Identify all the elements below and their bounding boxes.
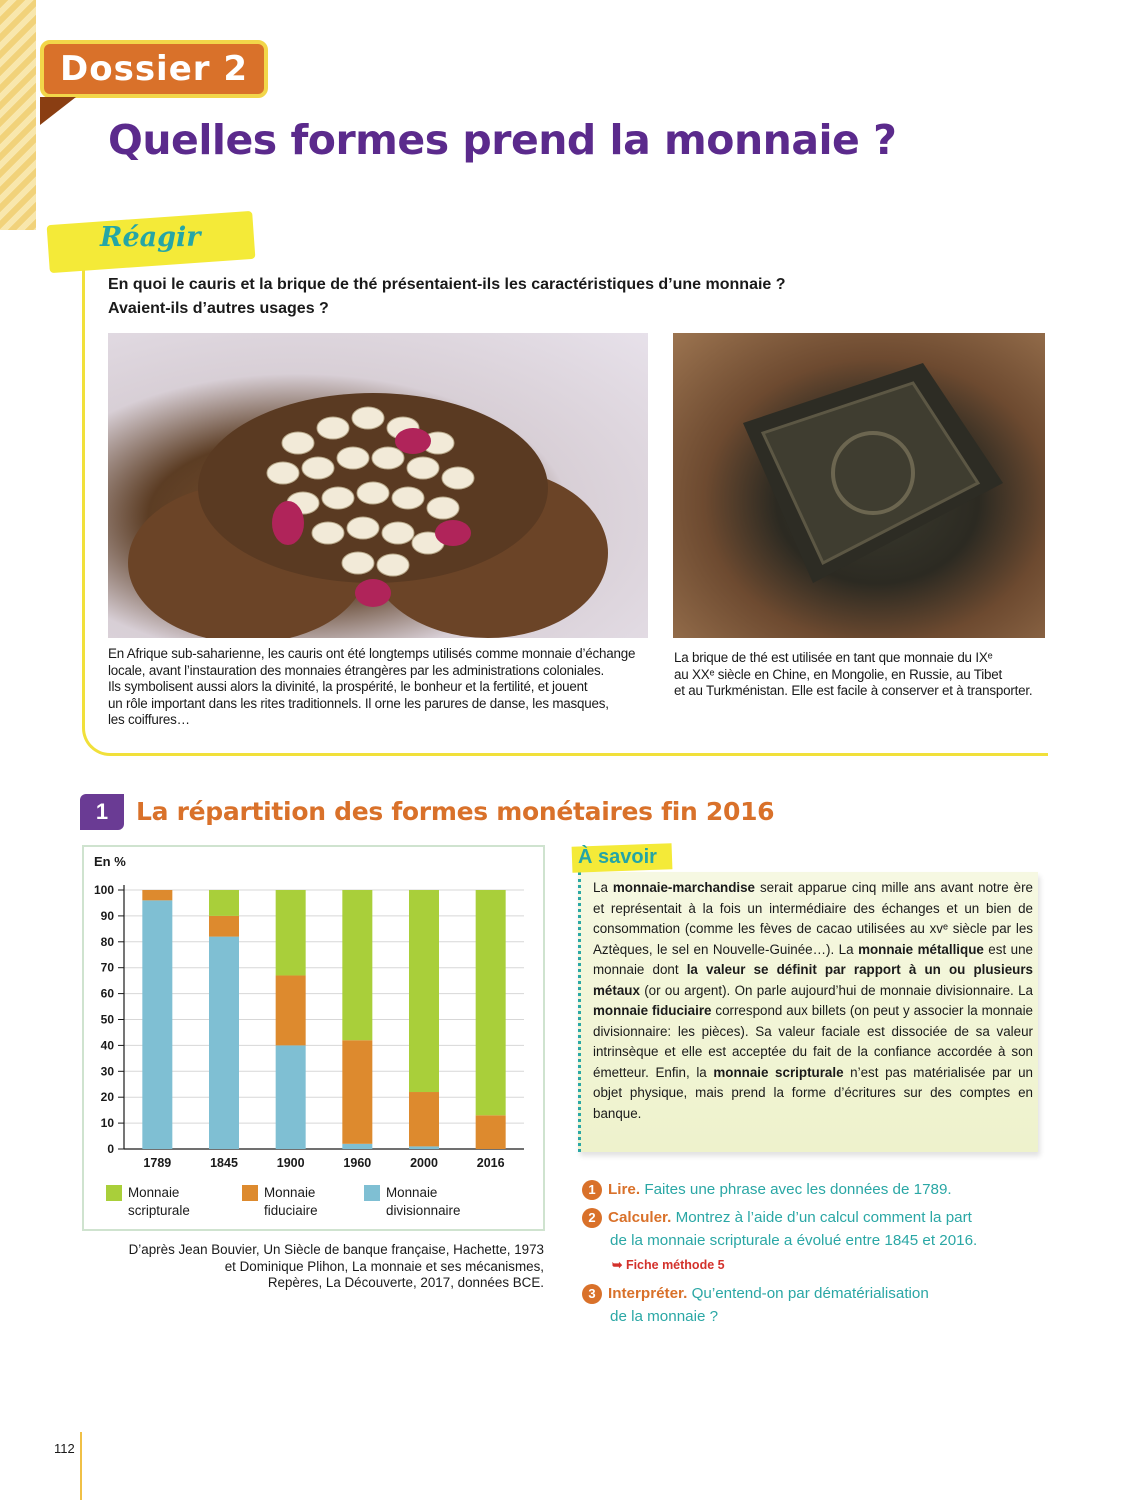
source-line: et Dominique Plihon, La monnaie et ses mécanismes,	[224, 1258, 544, 1274]
y-tick-label: 100	[93, 883, 114, 897]
term-monnaie-scripturale: monnaie scripturale	[713, 1064, 844, 1080]
x-tick-label: 2000	[410, 1156, 438, 1170]
cauris-photo	[108, 333, 648, 638]
tea-brick-photo	[673, 333, 1045, 638]
bar-segment-monnaie-scripturale	[409, 890, 439, 1092]
question-2	[582, 1206, 972, 1229]
section-title: La répartition des formes monétaires fin 2016	[136, 797, 775, 826]
bar-segment-monnaie-fiduciaire	[142, 890, 172, 900]
bar-segment-monnaie-divisionnaire	[342, 1144, 372, 1149]
caption-line: et au Turkménistan. Elle est facile à conserver et à transporter.	[674, 683, 1033, 699]
caption-line: Ils symbolisent aussi alors la divinité, la prospérité, le bonheur et la fertilité, et jouent	[108, 679, 588, 695]
bar-segment-monnaie-divisionnaire	[209, 937, 239, 1149]
question-number: 1	[582, 1180, 602, 1200]
bar-segment-monnaie-scripturale	[276, 890, 306, 975]
reagir-label: Réagir	[100, 222, 201, 253]
caption-line: les coiffures…	[108, 712, 190, 728]
bar-segment-monnaie-divisionnaire	[142, 900, 172, 1149]
savoir-span: serait apparue cinq mille ans avant notre ère et représentait à la fois un intermédiaire des échanges et un bien de consommation (comme les fèves de cacao utilisées au xvᵉ siècle par les Aztèques, le sel en Nouvelle-Guinée…). La	[593, 880, 1033, 957]
savoir-span: (or ou argent). On parle aujourd’hui de monnaie divisionnaire. La	[639, 982, 1033, 998]
savoir-span: est une monnaie dont	[593, 941, 1033, 977]
y-tick-label: 70	[100, 960, 114, 975]
question-text: Faites une phrase avec les données de 1789.	[644, 1181, 952, 1198]
caption-line: un rôle important dans les rites traditionnels. Il orne les parures de danse, les masques,	[108, 695, 609, 711]
caption-line: locale, avant l’instauration des monnaies étrangères par les administrations coloniales.	[108, 662, 604, 678]
y-tick-label: 90	[100, 908, 114, 923]
bar-segment-monnaie-scripturale	[476, 890, 506, 1115]
question-text: Qu’entend-on par dématérialisation	[691, 1285, 929, 1302]
question-number: 3	[582, 1284, 602, 1304]
caption-line: En Afrique sub-saharienne, les cauris ont été longtemps utilisés comme monnaie d’échange	[108, 646, 636, 661]
x-tick-label: 1960	[343, 1156, 372, 1170]
savoir-span: correspond aux billets (on peut y associer la monnaie divisionnaire: les pièces). Sa valeur faciale est dissociée de sa valeur intrinsèque et elle est acceptée du fait de la confiance accordée à son émetteur. Enfin, la	[593, 1003, 1034, 1080]
caption-line: au XXᵉ siècle en Chine, en Mongolie, en Russie, au Tibet	[674, 666, 1002, 682]
reagir-question	[108, 273, 786, 321]
cauris-illustration	[108, 333, 648, 638]
legend-label: scripturale	[128, 1203, 190, 1218]
question-2-continued: de la monnaie scripturale a évolué entre 1845 et 2016.	[610, 1232, 978, 1249]
source-line: Repères, La Découverte, 2017, données BCE.	[267, 1275, 544, 1291]
legend-swatch	[242, 1185, 258, 1201]
page-number: 112	[54, 1441, 75, 1456]
question-verb: Calculer.	[608, 1209, 672, 1226]
bar-segment-monnaie-fiduciaire	[276, 975, 306, 1045]
legend-label: divisionnaire	[386, 1203, 461, 1218]
term-monnaie-fiduciaire: monnaie fiduciaire	[593, 1003, 712, 1018]
cauris-caption	[108, 646, 648, 729]
question-3	[582, 1282, 929, 1305]
legend-label: fiduciaire	[264, 1203, 318, 1218]
question-number: 2	[582, 1208, 602, 1228]
y-tick-label: 60	[100, 986, 114, 1001]
y-tick-label: 50	[100, 1012, 114, 1027]
y-tick-label: 20	[100, 1090, 114, 1105]
term-valeur-metaux: la valeur se définit par rapport à un ou plusieurs métaux	[593, 962, 1033, 998]
bar-segment-monnaie-fiduciaire	[342, 1040, 372, 1144]
legend-label: Monnaie	[386, 1185, 438, 1200]
question-text: Montrez à l’aide d’un calcul comment la part	[675, 1209, 972, 1226]
y-tick-label: 30	[100, 1064, 114, 1079]
stacked-bar-chart	[84, 847, 543, 1229]
tea-brick-caption	[674, 650, 1046, 700]
savoir-label: À savoir	[578, 846, 657, 868]
term-monnaie-marchandise: monnaie-marchandise	[612, 880, 756, 895]
y-tick-label: 80	[100, 934, 114, 949]
question-line-2: Avaient-ils d’autres usages ?	[108, 300, 329, 317]
y-tick-label: 10	[100, 1116, 114, 1131]
question-verb: Interpréter.	[608, 1285, 688, 1302]
chart-source	[100, 1242, 544, 1292]
savoir-span: n’est pas matérialisée par un objet physique, mais prend la forme d’écritures sur des comptes en banque.	[593, 1064, 1033, 1121]
bar-segment-monnaie-scripturale	[342, 890, 372, 1040]
question-3-continued: de la monnaie ?	[610, 1308, 719, 1325]
question-line-1: En quoi le cauris et la brique de thé présentaient-ils les caractéristiques d’une monnaie ?	[108, 276, 786, 293]
savoir-text	[593, 878, 1033, 1124]
dossier-badge	[40, 40, 268, 98]
legend-swatch	[364, 1185, 380, 1201]
x-tick-label: 1789	[143, 1156, 172, 1170]
source-line: D’après Jean Bouvier, Un Siècle de banque française, Hachette, 1973	[128, 1242, 544, 1257]
x-tick-label: 2016	[476, 1156, 505, 1170]
y-tick-label: 40	[100, 1038, 114, 1053]
fiche-methode-link[interactable]: ➥ Fiche méthode 5	[612, 1258, 725, 1272]
section-number-badge: 1	[80, 794, 124, 830]
legend-label: Monnaie	[128, 1185, 180, 1200]
y-tick-label: 0	[107, 1142, 114, 1156]
tea-brick-illustration	[673, 333, 1045, 638]
bar-segment-monnaie-divisionnaire	[276, 1045, 306, 1149]
x-tick-label: 1900	[276, 1156, 305, 1170]
page-number-bar	[80, 1432, 82, 1500]
page-title: Quelles formes prend la monnaie ?	[108, 116, 897, 164]
bar-segment-monnaie-fiduciaire	[209, 916, 239, 937]
term-monnaie-metallique: monnaie métallique	[858, 941, 984, 957]
decorative-hatched-strip	[0, 0, 36, 230]
bar-segment-monnaie-divisionnaire	[409, 1146, 439, 1149]
caption-line: La brique de thé est utilisée en tant que monnaie du IXᵉ	[674, 650, 993, 665]
question-1	[582, 1178, 952, 1201]
legend-label: Monnaie	[264, 1185, 316, 1200]
y-axis-label: En %	[94, 854, 126, 869]
bar-segment-monnaie-fiduciaire	[476, 1115, 506, 1149]
chart-frame	[82, 845, 545, 1231]
x-tick-label: 1845	[210, 1156, 238, 1170]
legend-swatch	[106, 1185, 122, 1201]
savoir-span: La	[593, 880, 613, 895]
dossier-badge-fold	[40, 97, 76, 125]
dossier-label: Dossier 2	[60, 49, 249, 89]
bar-segment-monnaie-fiduciaire	[409, 1092, 439, 1146]
question-verb: Lire.	[608, 1181, 641, 1198]
bar-segment-monnaie-scripturale	[209, 890, 239, 916]
